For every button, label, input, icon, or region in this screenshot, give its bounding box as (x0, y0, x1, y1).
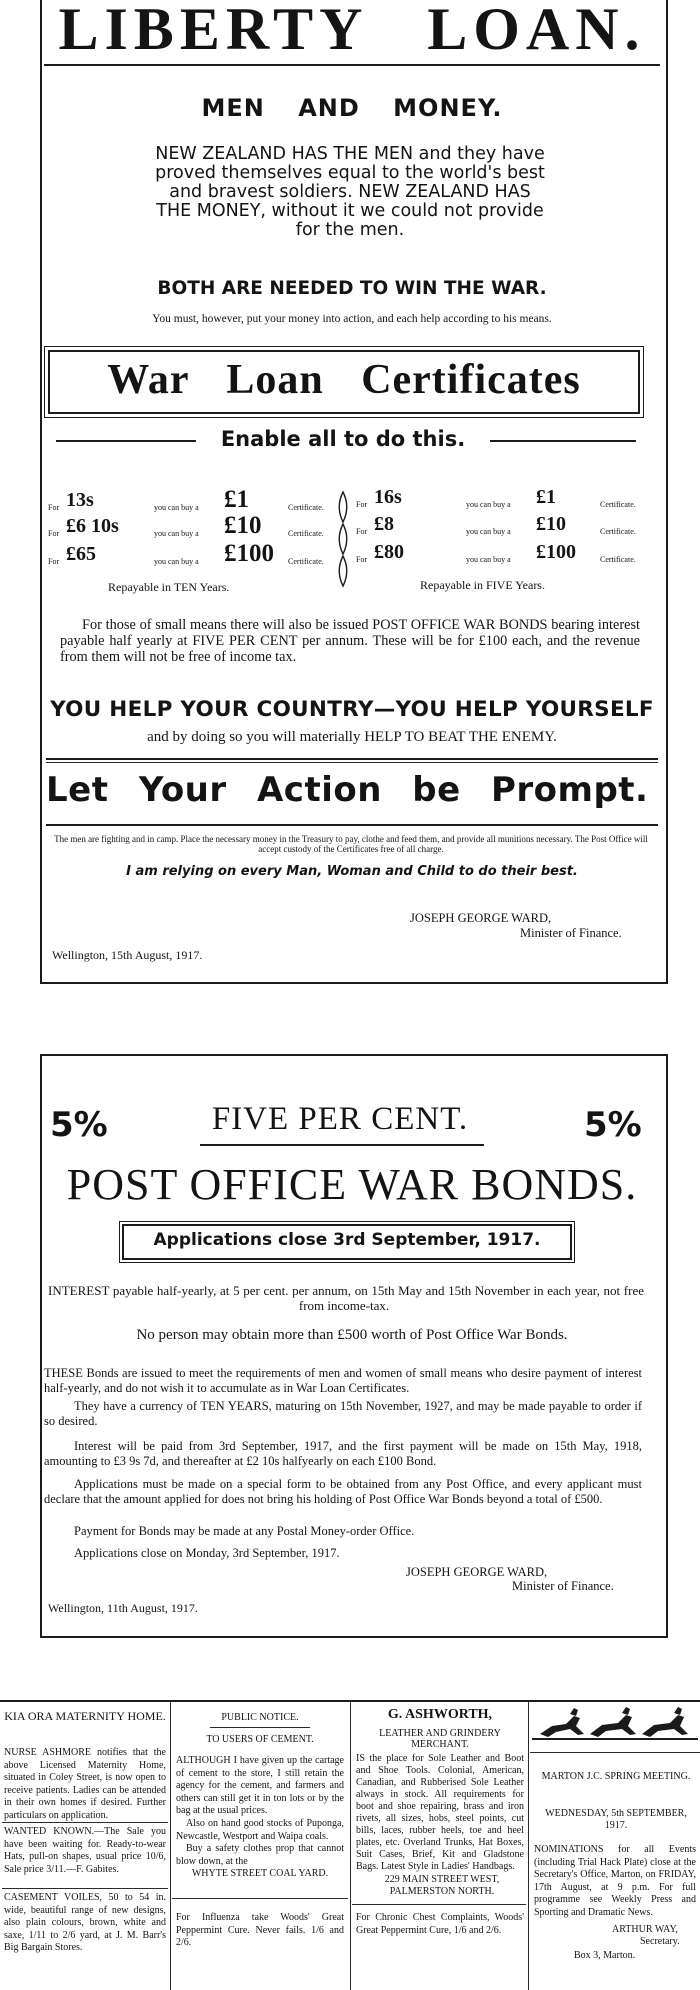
public-notice-subtitle: TO USERS OF CEMENT. (206, 1734, 314, 1745)
cert-row-right-2 (356, 513, 656, 543)
ashworth-title: G. ASHWORTH, (387, 1707, 493, 1722)
wlc-sub-rule-left (56, 440, 196, 442)
five-per-cent-heading: FIVE PER CENT. (211, 1101, 469, 1137)
chest-complaints-ad: For Chronic Chest Complaints, Woods' Great Peppermint Cure, 1/6 and 2/6. (356, 1912, 524, 1936)
ashworth-body: IS the place for Sole Leather and Boot and Shoe Tools. Colonial, American, Canadian, and Rubberised Sole Leather always in stock. All requirements for boot and shoe repairing, brass and iron rivets, all sizes, hobs, steel points, cut bills, laces, rubber heels, toe and heel plates, etc. Overland Trunks, Hat Boxes, Suit Cases, Brief, Kit and Gladstone Bags. Latest Style in Ladies' Handbags. (356, 1753, 524, 1872)
relying-line: I am relying on every Man, Woman and Child to do their best. (126, 864, 578, 879)
repay-five-years: Repayable in FIVE Years. (420, 578, 545, 592)
cert-price: £6 10s (66, 515, 119, 537)
can-buy-label: you can buy a (154, 529, 199, 538)
cert-value: £100 (224, 540, 274, 567)
cert-label: Certificate. (600, 500, 636, 509)
can-buy-label: you can buy a (154, 557, 199, 566)
cert-label: Certificate. (288, 557, 324, 566)
ads-col-divider-2 (350, 1702, 351, 1990)
casement-voiles-body: CASEMENT VOILES, 50 to 54 in. wide, beautiful range of new designs, also plain colours, brown, white and saxe, 1/11 to 2/6 yard, at J. M. Barr's Big Bargain Stores. (4, 1892, 166, 1953)
help-country-heading: YOU HELP YOUR COUNTRY—YOU HELP YOURSELF (50, 697, 654, 722)
ads-col-divider-3 (528, 1702, 529, 1990)
can-buy-label: you can buy a (466, 555, 511, 564)
intro-paragraph: NEW ZEALAND HAS THE MEN and they have proved themselves equal to the world's best and bravest soldiers. NEW ZEALAND HAS THE MONEY, without it we could not provide for the men. (155, 144, 545, 240)
no-person-line: No person may obtain more than £500 worth of Post Office War Bonds. (136, 1327, 568, 1343)
cert-value: £10 (536, 513, 566, 535)
beat-enemy-line: and by doing so you will materially HELP TO BEAT THE ENEMY. (147, 729, 557, 745)
cert-row-right-3 (356, 541, 656, 571)
public-notice-body-3: Buy a safety clothes prop that cannot blow down, at the (176, 1843, 344, 1867)
cert-price: 16s (374, 486, 402, 508)
notice-rule (210, 1727, 310, 1728)
bonds-para-4: Applications must be made on a special form to be obtained from any Post Office, and every applicant must declare that the amount applied for does not bring his holding of Post Office War Bonds beyond a total of £500. (44, 1477, 642, 1506)
bonds-para-1: THESE Bonds are issued to meet the requirements of men and women of small means who desire payment of interest half-yearly, and do not wish it to accumulate as in War Loan Certificates. (44, 1366, 642, 1395)
prompt-rule-bottom (46, 824, 658, 826)
cert-price: £80 (374, 541, 404, 563)
col2-rule (172, 1898, 348, 1899)
marton-body: NOMINATIONS for all Events (including Trial Hack Plate) close at the Secretary's Office, Marton, on FRIDAY, 17th August, at 9 p.m. For full programme see Weekly Press and Sporting and Dramatic News. (534, 1844, 696, 1918)
cert-value: £1 (224, 486, 249, 513)
horse-race-illustration (532, 1704, 698, 1748)
for-label: For (48, 503, 60, 512)
cert-value: £1 (536, 486, 556, 508)
kia-ora-title: KIA ORA MATERNITY HOME. (4, 1709, 166, 1723)
liberty-date: Wellington, 15th August, 1917. (52, 948, 203, 962)
applications-close-text: Applications close 3rd September, 1917. (153, 1230, 541, 1250)
ashworth-address: 229 MAIN STREET WEST, PALMERSTON NORTH. (384, 1874, 500, 1897)
cert-row-left-3 (48, 540, 338, 573)
small-means-paragraph: For those of small means there will also be issued POST OFFICE WAR BONDS bearing interest payable half yearly at FIVE PER CENT per annum. These will be for £100 each, and the revenue from them will not be free of income tax. (60, 617, 640, 665)
men-and-money-heading: MEN AND MONEY. (201, 94, 503, 122)
coal-yard-name: WHYTE STREET COAL YARD. (191, 1868, 329, 1879)
bonds-para-6: Applications close on Monday, 3rd September, 1917. (74, 1546, 340, 1560)
wlc-subtitle: Enable all to do this. (220, 427, 466, 451)
cert-label: Certificate. (600, 527, 636, 536)
liberty-signer: JOSEPH GEORGE WARD, (410, 911, 552, 925)
marton-signer-title: Secretary. (640, 1936, 680, 1947)
for-label: For (356, 500, 368, 509)
public-notice-body-2: Also on hand good stocks of Puponga, Newcastle, Westport and Waipa coals. (176, 1818, 344, 1842)
ads-col-divider-1 (170, 1702, 171, 1990)
wlc-sub-rule-right (490, 440, 636, 442)
public-notice-body: ALTHOUGH I have given up the cartage of cement to the store, I still retain the agency for the cement, and farmers and others can still get it in ton lots or by the bag at the usual prices. (176, 1755, 344, 1816)
interest-paragraph: INTEREST payable half-yearly, at 5 per cent. per annum, on 15th May and 15th November in each year, not free from income-tax. (48, 1283, 644, 1313)
cert-value: £10 (224, 512, 262, 539)
cert-label: Certificate. (600, 555, 636, 564)
bonds-date: Wellington, 11th August, 1917. (48, 1601, 198, 1615)
for-label: For (48, 529, 60, 538)
bonds-signer: JOSEPH GEORGE WARD, (406, 1565, 548, 1579)
bonds-signer-title: Minister of Finance. (512, 1579, 614, 1593)
cert-value: £100 (536, 541, 576, 563)
prompt-rule-top-2 (46, 762, 658, 763)
cert-row-left-2 (48, 512, 338, 545)
marton-title: MARTON J.C. SPRING MEETING. (541, 1771, 691, 1782)
influenza-ad: For Influenza take Woods' Great Peppermint Cure. Never fails. 1/6 and 2/6. (176, 1912, 344, 1948)
prompt-heading: Let Your Action be Prompt. (46, 770, 649, 810)
can-buy-label: you can buy a (466, 527, 511, 536)
for-label: For (356, 555, 368, 564)
marton-box: Box 3, Marton. (574, 1950, 636, 1961)
cert-price: £8 (374, 513, 394, 535)
wanted-known-body: WANTED KNOWN.—The Sale you have been waiting for. Ready-to-wear Hats, pull-on shapes, usual price 10/6, Sale price 3/11.—F. Gabites. (4, 1826, 166, 1875)
can-buy-label: you can buy a (466, 500, 511, 509)
repay-ten-years: Repayable in TEN Years. (108, 580, 230, 594)
prompt-rule-top (46, 758, 658, 760)
war-bonds-title: POST OFFICE WAR BONDS. (66, 1160, 638, 1209)
cert-row-right-1 (356, 486, 656, 516)
can-buy-label: you can buy a (154, 503, 199, 512)
five-per-cent-underline (200, 1144, 484, 1146)
col3-rule (352, 1904, 526, 1905)
col4-rule-1 (530, 1752, 700, 1753)
wlc-title: War Loan Certificates (107, 357, 581, 403)
means-line: You must, however, put your money into action, and each help according to his means. (152, 313, 552, 325)
bonds-para-5: Payment for Bonds may be made at any Postal Money-order Office. (74, 1524, 415, 1538)
col1-rule-1 (2, 1822, 168, 1823)
both-needed-heading: BOTH ARE NEEDED TO WIN THE WAR. (157, 278, 547, 299)
ashworth-subtitle: LEATHER AND GRINDERY MERCHANT. (379, 1728, 501, 1750)
col1-rule-2 (2, 1888, 168, 1889)
fine-print: The men are fighting and in camp. Place the necessary money in the Treasury to pay, clothe and feed them, and provide all munitions necessary. The Post Office will accept custody of the Certificates free of all charge. (54, 834, 648, 854)
cert-label: Certificate. (288, 529, 324, 538)
cert-price: £65 (66, 543, 96, 565)
cert-price: 13s (66, 489, 94, 511)
public-notice-title: PUBLIC NOTICE. (221, 1712, 299, 1723)
marton-signer: ARTHUR WAY, (612, 1924, 678, 1935)
pct-left: 5% (50, 1105, 108, 1145)
for-label: For (48, 557, 60, 566)
chain-divider (336, 490, 350, 590)
liberty-title: LIBERTY LOAN. (58, 0, 646, 62)
marton-date: WEDNESDAY, 5th SEPTEMBER, 1917. (545, 1808, 687, 1831)
for-label: For (356, 527, 368, 536)
liberty-signer-title: Minister of Finance. (520, 926, 622, 940)
kia-ora-body: NURSE ASHMORE notifies that the above Licensed Maternity Home, situated in Coley Street, is now open to receive patients. Ladies can be attended in their own homes if desired. Further particulars on application. (4, 1747, 166, 1821)
bonds-para-3: Interest will be paid from 3rd September, 1917, and the first payment will be made on 15th May, 1918, amounting to £3 9s 7d, and thereafter at £2 10s halfyearly on each £100 Bond. (44, 1439, 642, 1468)
cert-label: Certificate. (288, 503, 324, 512)
pct-right: 5% (584, 1105, 642, 1145)
bonds-para-2: They have a currency of TEN YEARS, maturing on 15th November, 1927, and may be made payable to order if so desired. (44, 1399, 642, 1428)
title-rule (44, 64, 660, 66)
